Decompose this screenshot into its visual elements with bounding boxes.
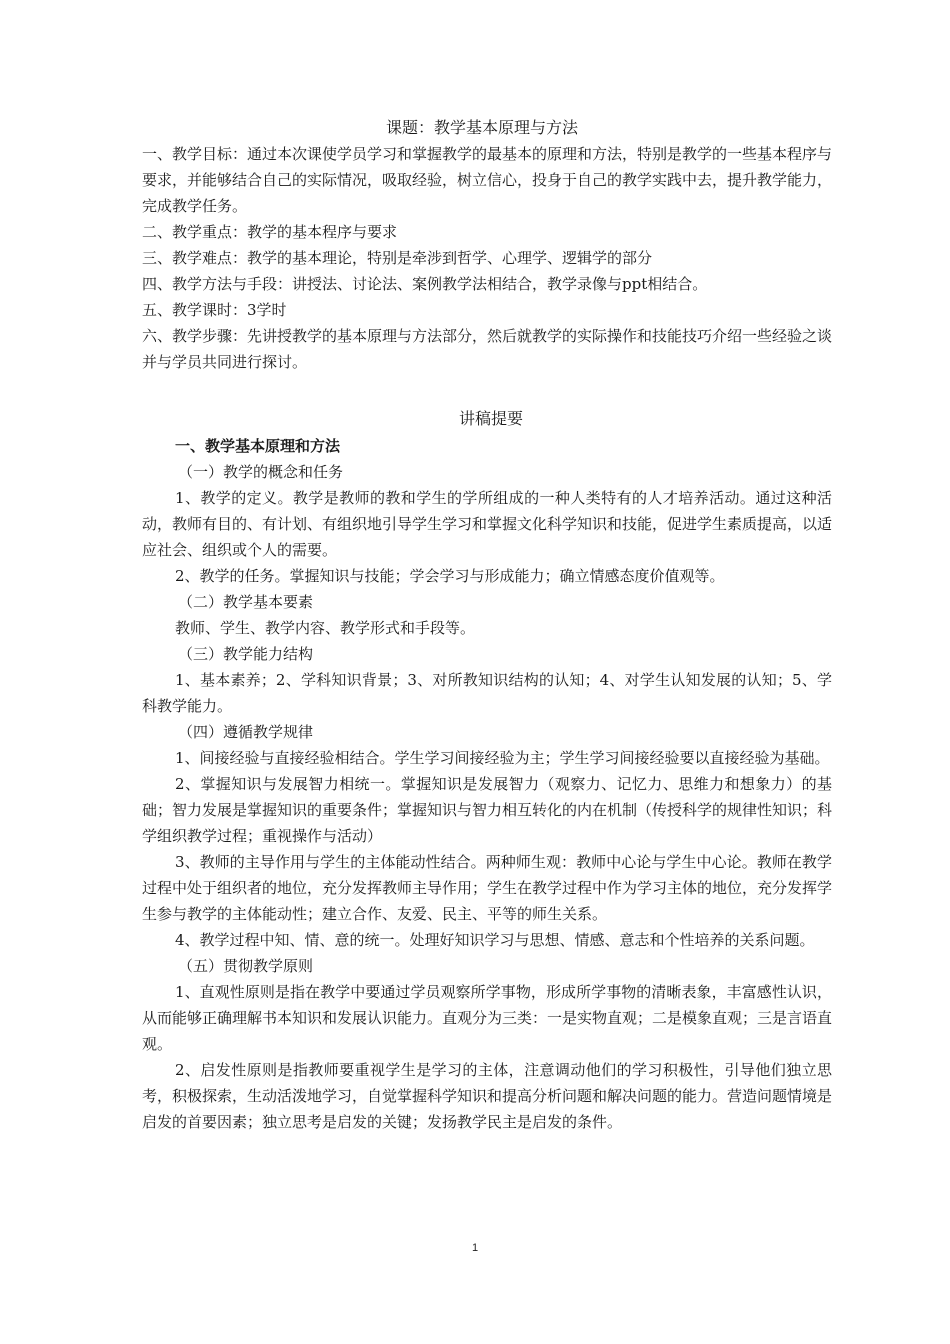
paragraph: 2、教学的任务。掌握知识与技能；学会学习与形成能力；确立情感态度价值观等。 [175, 567, 725, 585]
subsection-heading: （三）教学能力结构 [178, 645, 314, 663]
paragraph: 2、启发性原则是指教师要重视学生是学习的主体，注意调动他们的学习积极性，引导他们独立思考，积极探索，生动活泼地学习，自觉掌握科学知识和提高分析问题和解决问题的能力。营造问题情境是启发的首要因素；独立思考是启发的关键；发扬教学民主是启发的条件。 [142, 1061, 833, 1131]
subsection-heading: （五）贯彻教学原则 [178, 957, 314, 975]
lesson-title: 课题：教学基本原理与方法 [385, 118, 578, 137]
subsection-heading: （一）教学的概念和任务 [178, 463, 344, 481]
paragraph: 教师、学生、教学内容、教学形式和手段等。 [175, 619, 476, 637]
page-number: 1 [471, 1242, 479, 1254]
page-content [142, 115, 832, 1135]
spacer [142, 375, 832, 405]
outline-title: 讲稿提要 [458, 409, 523, 428]
paragraph: 1、直观性原则是指在教学中要通过学员观察所学事物，形成所学事物的清晰表象，丰富感性认识，从而能够正确理解书本知识和发展认识能力。直观分为三类：一是实物直观；二是模象直观；三是言语直观。 [142, 983, 833, 1053]
paragraph: 1、基本素养；2、学科知识背景；3、对所教知识结构的认知；4、对学生认知发展的认知；5、学科教学能力。 [142, 671, 832, 715]
steps-paragraph: 六、教学步骤：先讲授教学的基本原理与方法部分，然后就教学的实际操作和技能技巧介绍一些经验之谈并与学员共同进行探讨。 [142, 327, 833, 371]
hours-line: 五、教学课时：3学时 [142, 301, 287, 319]
paragraph: 3、教师的主导作用与学生的主体能动性结合。两种师生观：教师中心论与学生中心论。教师在教学过程中处于组织者的地位，充分发挥教师主导作用；学生在教学过程中作为学习主体的地位，充分发挥学生参与教学的主体能动性；建立合作、友爱、民主、平等的师生关系。 [142, 853, 833, 923]
subsection-heading: （四）遵循教学规律 [178, 723, 314, 741]
difficulties-line: 三、教学难点：教学的基本理论，特别是牵涉到哲学、心理学、逻辑学的部分 [142, 249, 653, 267]
key-points-line: 二、教学重点：教学的基本程序与要求 [142, 223, 398, 241]
paragraph: 1、间接经验与直接经验相结合。学生学习间接经验为主；学生学习间接经验要以直接经验为基础。 [175, 749, 830, 767]
paragraph: 1、教学的定义。教学是教师的教和学生的学所组成的一种人类特有的人才培养活动。通过这种活动，教师有目的、有计划、有组织地引导学生学习和掌握文化科学知识和技能，促进学生素质提高，以适应社会、组织或个人的需要。 [142, 489, 833, 559]
methods-line: 四、教学方法与手段：讲授法、讨论法、案例教学法相结合，教学录像与ppt相结合。 [142, 275, 708, 293]
objective-paragraph: 一、教学目标：通过本次课使学员学习和掌握教学的最基本的原理和方法，特别是教学的一些基本程序与要求，并能够结合自己的实际情况，吸取经验，树立信心，投身于自己的教学实践中去，提升教学能力，完成教学任务。 [142, 145, 833, 215]
section-heading: 一、教学基本原理和方法 [175, 437, 341, 455]
paragraph: 2、掌握知识与发展智力相统一。掌握知识是发展智力（观察力、记忆力、思维力和想象力）的基础；智力发展是掌握知识的重要条件；掌握知识与智力相互转化的内在机制（传授科学的规律性知识；科学组织教学过程；重视操作与活动） [142, 775, 833, 845]
paragraph: 4、教学过程中知、情、意的统一。处理好知识学习与思想、情感、意志和个性培养的关系问题。 [175, 931, 815, 949]
subsection-heading: （二）教学基本要素 [178, 593, 314, 611]
